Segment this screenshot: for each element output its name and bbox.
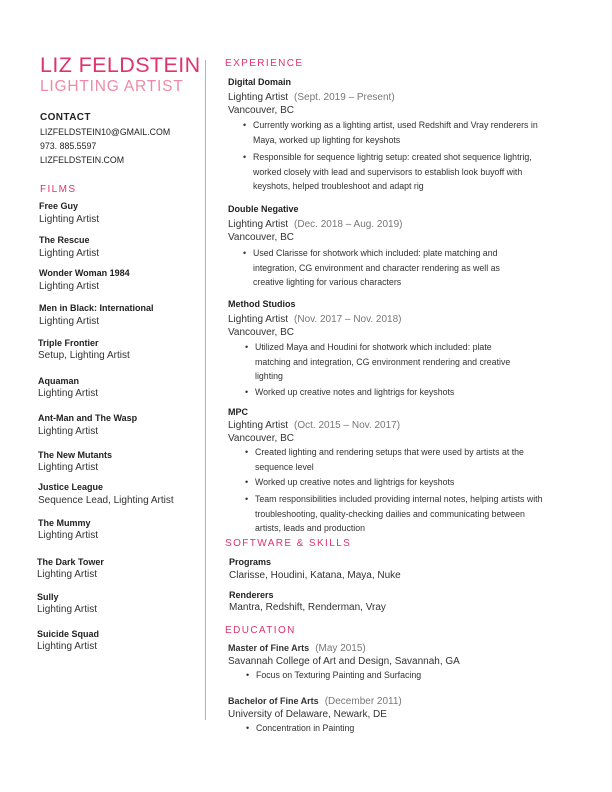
degree-line (228, 696, 402, 707)
film-role: Lighting Artist (38, 462, 99, 473)
renderers-list: Mantra, Redshift, Renderman, Vray (229, 602, 386, 613)
film-role: Lighting Artist (39, 316, 100, 327)
film-role: Lighting Artist (38, 426, 99, 437)
degree-line (228, 643, 366, 654)
films-heading: FILMS (40, 184, 77, 195)
film-title: The Rescue (39, 235, 90, 245)
job-location: Vancouver, BC (228, 105, 294, 116)
job-dates: (Oct. 2015 – Nov. 2017) (294, 420, 401, 431)
skills-heading: SOFTWARE & SKILLS (225, 538, 352, 549)
job-role-line (228, 420, 400, 431)
programs-label: Programs (229, 557, 272, 567)
renderers-label: Renderers (229, 590, 274, 600)
degree-name: Master of Fine Arts (228, 643, 310, 653)
job-dates: (Sept. 2019 – Present) (294, 92, 395, 103)
education-heading: EDUCATION (225, 625, 296, 636)
film-title: Sully (37, 592, 59, 602)
job-role: Lighting Artist (228, 314, 289, 325)
resume-title: LIGHTING ARTIST (40, 78, 184, 95)
film-role: Setup, Lighting Artist (38, 350, 130, 361)
job-role-line (228, 219, 402, 230)
film-title: Aquaman (38, 376, 80, 386)
job-dates: (Dec. 2018 – Aug. 2019) (294, 219, 403, 230)
job-role: Lighting Artist (228, 420, 289, 431)
job-location: Vancouver, BC (228, 327, 294, 338)
film-title: Triple Frontier (38, 338, 99, 348)
degree-school: University of Delaware, Newark, DE (228, 709, 387, 720)
experience-heading: EXPERIENCE (225, 58, 304, 69)
job-role-line (228, 92, 395, 103)
degree-name: Bachelor of Fine Arts (228, 696, 319, 706)
job-bullet: • Worked up creative notes and lightrigs for keyshots (255, 475, 545, 490)
film-title: The Dark Tower (37, 557, 104, 567)
resume-name: LIZ FELDSTEIN (40, 53, 201, 77)
film-role: Lighting Artist (38, 530, 99, 541)
film-role: Lighting Artist (38, 388, 99, 399)
film-role: Lighting Artist (39, 214, 100, 225)
job-bullet: • Utilized Maya and Houdini for shotwork which included: plate matching and integration, CG environment rendering and creative lighting (255, 340, 520, 384)
job-bullet: • Team responsibilities included providing internal notes, helping artists with troubleshooting, quality-checking dailies and communicating between artists, leads and production (255, 492, 545, 536)
film-title: Justice League (38, 482, 104, 492)
film-role: Lighting Artist (37, 569, 98, 580)
film-role: Sequence Lead, Lighting Artist (38, 495, 174, 506)
job-bullet: • Created lighting and rendering setups that were used by artists at the sequence level (255, 445, 545, 474)
degree-date: (December 2011) (324, 696, 402, 707)
contact-email[interactable]: LIZFELDSTEIN10@GMAIL.COM (40, 127, 171, 137)
contact-heading: CONTACT (40, 112, 91, 123)
contact-phone: 973. 885.5597 (40, 141, 97, 151)
film-title: Men in Black: International (39, 303, 154, 313)
film-role: Lighting Artist (39, 281, 100, 292)
contact-website[interactable]: LIZFELDSTEIN.COM (40, 155, 125, 165)
degree-school: Savannah College of Art and Design, Savannah, GA (228, 656, 460, 667)
degree-bullet: • Focus on Texturing Painting and Surfacing (256, 668, 536, 683)
job-role-line (228, 314, 402, 325)
job-bullet: • Used Clarisse for shotwork which included: plate matching and integration, CG environment and character rendering as well as creative lighting for various characters (253, 246, 525, 290)
column-divider (205, 60, 206, 720)
job-bullet: • Responsible for sequence lightrig setup: created shot sequence lightrig, worked closely with lead and supervisors to establish look buyoff with keyshots, helped troubleshoot and adapt rig (253, 150, 538, 194)
job-role: Lighting Artist (228, 219, 289, 230)
job-company: Method Studios (228, 299, 296, 309)
film-title: Wonder Woman 1984 (39, 268, 130, 278)
degree-bullet: • Concentration in Painting (256, 721, 536, 736)
film-title: The New Mutants (38, 450, 113, 460)
job-bullet: • Worked up creative notes and lightrigs for keyshots (255, 385, 535, 400)
film-role: Lighting Artist (37, 641, 98, 652)
job-company: Digital Domain (228, 77, 292, 87)
job-role: Lighting Artist (228, 92, 289, 103)
film-title: The Mummy (38, 518, 91, 528)
film-title: Ant-Man and The Wasp (38, 413, 138, 423)
film-role: Lighting Artist (39, 248, 100, 259)
film-title: Free Guy (39, 201, 79, 211)
programs-list: Clarisse, Houdini, Katana, Maya, Nuke (229, 570, 401, 581)
film-title: Suicide Squad (37, 629, 100, 639)
job-location: Vancouver, BC (228, 232, 294, 243)
degree-date: (May 2015) (315, 643, 366, 654)
job-company: MPC (228, 407, 248, 417)
job-bullet: • Currently working as a lighting artist, used Redshift and Vray renderers in Maya, worked up lighting for keyshots (253, 118, 538, 147)
film-role: Lighting Artist (37, 604, 98, 615)
job-company: Double Negative (228, 204, 299, 214)
job-dates: (Nov. 2017 – Nov. 2018) (294, 314, 402, 325)
job-location: Vancouver, BC (228, 433, 294, 444)
